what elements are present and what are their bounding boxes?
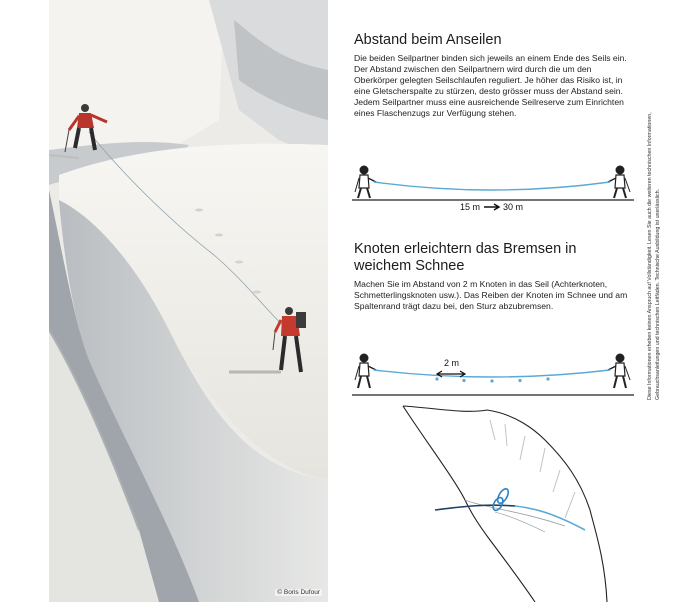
knot-spacing-diagram — [352, 350, 636, 402]
climber-left-icon — [355, 166, 376, 198]
section-title-spacing: Abstand beim Anseilen — [354, 32, 502, 48]
climber-right-icon — [608, 354, 630, 388]
crevasse-edge-illustration — [395, 400, 610, 602]
distance-to-label: 30 m — [503, 202, 524, 212]
photo-credit: © Boris Dufour — [277, 589, 320, 596]
knot-icon — [490, 379, 493, 382]
rope-line — [374, 370, 610, 377]
section-body-knots: Machen Sie im Abstand von 2 m Knoten in das Seil (Achterknoten, Schmetterlingsknoten usw.). Das Reiben der Knoten im Schnee und am Spaltenrand trägt dazu bei, den Sturz abzubremsen. — [354, 279, 628, 311]
glacier-illustration — [49, 0, 328, 602]
knot-icon — [518, 379, 521, 382]
arrow-right-icon — [484, 204, 499, 210]
section-body-spacing: Die beiden Seilpartner binden sich jeweils an einem Ende des Seils ein. Der Abstand zwischen den Seilpartnern wird durch die um den Oberkörper gelegten Seilschlaufen reguliert. Je höher das Risiko ist, in eine Gletscherspalte zu stürzen, desto grösser muss der Abstand sein. Jedem Seilpartner muss eine ausreichende Seilreserve zum Einrichten eines Flaschenzugs zur Verfügung stehen. — [354, 53, 627, 118]
knot-icon — [462, 379, 465, 382]
disclaimer-vertical — [647, 40, 671, 400]
knot-spacing-label: 2 m — [444, 358, 460, 368]
climber-left-icon — [355, 354, 376, 388]
disclaimer-line-1: Diese Informationen erheben keinen Anspruch auf Vollständigkeit. Lesen Sie auch die weiteren technischen Informationen, — [647, 112, 653, 400]
distance-from-label: 15 m — [460, 202, 481, 212]
knot-icon — [491, 487, 510, 512]
section-title-knots: Knoten erleichtern das Bremsen in weichem Schnee — [354, 241, 577, 274]
disclaimer-line-2: Gebrauchsanleitungen und technischen Leitfäden. Technische Ausbildung ist unerlässlich. — [654, 188, 661, 400]
knot-icon — [546, 377, 549, 380]
rope-line — [374, 182, 610, 190]
rope-spacing-diagram — [352, 158, 636, 218]
knot-icon — [435, 377, 438, 380]
climber-right-icon — [608, 166, 630, 198]
knot-markers — [435, 377, 549, 382]
glacier-photo — [49, 0, 328, 602]
